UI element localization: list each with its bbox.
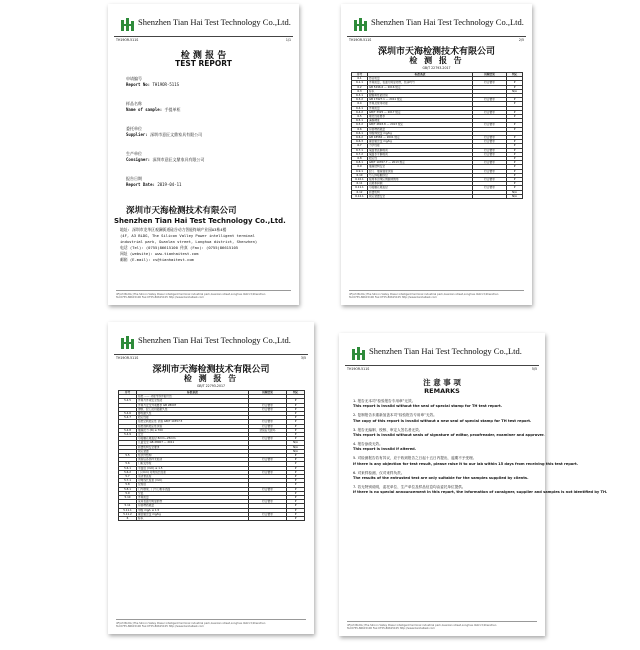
verdict-cell: N/A: [507, 190, 523, 194]
remarks-title-cn: 注 意 事 项: [423, 378, 461, 387]
report-subtitle: 检 测 报 告: [183, 374, 239, 383]
verdict-cell: P: [287, 508, 305, 512]
lab-name-en: Shenzhen Tian Hai Test Technology Co.,Ltd.: [114, 217, 286, 225]
verdict-cell: P: [287, 454, 305, 458]
item-cell: 重金属含量 mg/kg: [368, 140, 473, 144]
clause-cell: 6.6: [352, 127, 368, 131]
item-cell: 家具表面无明显损伤: [137, 500, 249, 504]
item-cell: 门与框架、门与门相邻表面: [137, 487, 249, 491]
table-row: [352, 194, 523, 198]
result-cell: 符合要求: [473, 186, 507, 190]
page-number: 3/5: [300, 356, 306, 360]
result-cell: 符合要求: [473, 81, 507, 85]
result-cell: 符合要求: [473, 152, 507, 156]
item-cell: 门 (mm) 对角线长度差: [137, 470, 249, 474]
item-cell: 棱角和边缘应倒圆或倒角: [368, 178, 473, 182]
result-cell: 符合要求: [249, 458, 287, 462]
result-cell: 符合要求: [473, 148, 507, 152]
item-cell: 可接触孔眼直径 8mm~25mm: [137, 437, 249, 441]
item-cell: 甲醛释放量 mg/kg: [368, 131, 473, 135]
item-cell: 柜类加载稳定性试验: [137, 424, 249, 428]
field-report-no-cn: 申请编号: [126, 76, 142, 81]
remark-en: This report is invalid without the seal of special stamp for TH test report.: [353, 404, 503, 409]
clause-cell: 6.5.1: [352, 119, 368, 123]
clause-cell: 6.10: [352, 173, 368, 177]
item-cell: 外观与外观安全性能: [137, 399, 249, 403]
item-cell: 孔眼和间隙: [368, 182, 473, 186]
field-consigner-cn: 生产单位: [126, 151, 142, 156]
remark-en: This report is invalid without seals of signature of editor, proofreader, examiner and approver.: [353, 433, 545, 438]
verdict-cell: P: [507, 110, 523, 114]
verdict-cell: P: [287, 517, 305, 521]
verdict-cell: P: [287, 483, 305, 487]
item-cell: 外观质量: [137, 496, 249, 500]
company-logo-icon: [351, 345, 367, 361]
clause-cell: 5.8: [119, 483, 137, 487]
item-cell: 力学性能: [368, 144, 473, 148]
result-cell: 符合要求: [473, 169, 507, 173]
verdict-cell: P: [507, 152, 523, 156]
result-cell: 符合要求: [473, 110, 507, 114]
verdict-cell: P: [287, 403, 305, 407]
address-line: 邮箱 (E-mail): cs@tianhaitest.com: [120, 257, 194, 262]
standard-code: GB/T 22793-2017: [422, 66, 451, 70]
company-logo-icon: [120, 334, 136, 350]
item-cell: 拉门、抽屉强度试验: [368, 169, 473, 173]
company-logo-icon: [353, 16, 369, 32]
verdict-cell: P: [287, 475, 305, 479]
clause-cell: 6.7.2: [352, 152, 368, 156]
report-title-cn: 深圳市天海检测技术有限公司: [152, 365, 270, 375]
item-cell: 位差度: [137, 483, 249, 487]
item-cell: 外观及使用功能: [368, 102, 473, 106]
item-cell: 脚轮耐久性: [137, 412, 249, 416]
remark-cn: 2. 复制报告未重新加盖本司“检验报告专用章”无效。: [353, 413, 437, 418]
remark-en: If there is any objection for test result, please raise it to our lab within 15 days from receiving this test report.: [353, 461, 579, 466]
clause-cell: 5.6.2: [119, 470, 137, 474]
clause-cell: 6.3.2: [352, 98, 368, 102]
clause-cell: 5.7.1: [119, 479, 137, 483]
page-footer: 4F(A3 BLDG.)The Silicon Valley Power intelligent terminal industrial park,Guanlan street,Longhua district,Shenzhen Tel:0755-86615100 Fax:0755-86615105 http://www.tianhaitest.com: [116, 290, 291, 299]
item-cell: 安全: [137, 433, 249, 437]
result-cell: [473, 194, 507, 198]
verdict-cell: P: [287, 416, 305, 420]
result-cell: 符合要求: [473, 178, 507, 182]
page-header: [345, 343, 539, 366]
item-cell: 分层: [137, 491, 249, 495]
item-cell: GB 18584 — 2001 规定: [368, 136, 473, 140]
item-cell: 试验后各部件无松动: [137, 458, 249, 462]
item-cell: 可接触孔眼直径: [368, 186, 473, 190]
item-cell: 标识: [137, 517, 249, 521]
remark-en: The copy of this report is invalid without a new seal of special stamp for TH test report.: [353, 418, 532, 423]
verdict-cell: N/A: [287, 445, 305, 449]
clause-cell: 6.8.1: [352, 161, 368, 165]
field-report-no: Report No: TH19OR-511S: [126, 82, 180, 87]
item-cell: 漆膜硬度: [368, 119, 473, 123]
item-cell: GB/T 10357.7 — 2013 规定: [368, 161, 473, 165]
report-page-cover: [108, 4, 299, 305]
clause-cell: 6.12.1: [352, 194, 368, 198]
remark-en: This report is invalid if altered.: [353, 447, 417, 452]
item-cell: 标识: [368, 89, 473, 93]
verdict-cell: P: [507, 115, 523, 119]
clause-cell: 6.12: [352, 190, 368, 194]
company-name: Shenzhen Tian Hai Test Technology Co.,Ltd.: [369, 346, 522, 356]
verdict-cell: N/A: [287, 441, 305, 445]
result-cell: 符合要求: [249, 407, 287, 411]
verdict-cell: P: [507, 157, 523, 161]
clause-cell: 5.9: [119, 491, 137, 495]
test-results-table: [351, 72, 523, 199]
clause-cell: 6.10.1: [352, 178, 368, 182]
item-cell: 外观质量，表面无明显划伤，色泽均匀: [368, 81, 473, 85]
remark-cn: 3. 报告无编制、校核、审定人签名者无效。: [353, 427, 423, 432]
verdict-cell: P: [507, 182, 523, 186]
result-cell: 符合要求: [473, 98, 507, 102]
result-cell: 符合要求: [249, 500, 287, 504]
item-cell: 重金属含量 mg/kg: [137, 512, 249, 516]
item-cell: 感官质量: [368, 77, 473, 81]
result-cell: 符合要求: [473, 161, 507, 165]
field-supplier: Supplier: 深圳市意匠文鼎家具有限公司: [126, 132, 203, 137]
verdict-cell: P: [287, 496, 305, 500]
item-cell: 抽屉拉力 (N) ≥ 700: [137, 428, 249, 432]
verdict-cell: P: [507, 169, 523, 173]
verdict-cell: P: [287, 420, 305, 424]
verdict-cell: N/A: [287, 449, 305, 453]
item-cell: 对角线长度差 (mm): [137, 479, 249, 483]
result-cell: 试验后无损坏: [249, 428, 287, 432]
verdict-cell: P: [287, 458, 305, 462]
item-cell: 柜类空载稳定性 试验 GB/T 10357.5: [137, 420, 249, 424]
clause-cell: 6.8: [352, 157, 368, 161]
report-number: TH19OR-511S: [116, 356, 139, 360]
report-number: TH19OR-511S: [347, 367, 370, 371]
verdict-cell: P: [507, 140, 523, 144]
verdict-cell: P: [507, 144, 523, 148]
result-cell: 符合要求: [473, 136, 507, 140]
field-consigner: Consigner: 深圳市意匠文鼎家具有限公司: [126, 157, 205, 162]
item-cell: 折叠机构安全要求: [137, 445, 249, 449]
verdict-cell: P: [507, 85, 523, 89]
clause-cell: 5.7: [119, 475, 137, 479]
remark-en: The results of the entrusted test are only suitable for the samples supplied by clients.: [353, 475, 529, 480]
verdict-cell: P: [287, 462, 305, 466]
report-page-3: [108, 322, 314, 634]
clause-cell: 6.5.2: [352, 123, 368, 127]
item-cell: 柱状件结构: [137, 454, 249, 458]
verdict-cell: P: [507, 102, 523, 106]
page-header: [347, 14, 526, 37]
clause-cell: 6.4: [352, 102, 368, 106]
clause-cell: 6.1: [352, 77, 368, 81]
verdict-cell: P: [287, 504, 305, 508]
address-line: (4F, A3 BLDG, The Silicon Valley Power intelligent terminal: [120, 233, 255, 238]
page-footer: 4F(A3 BLDG.)The Silicon Valley Power intelligent terminal industrial park,Guanlan street,Longhua district,Shenzhen Tel:0755-86615100 Fax:0755-86615105 http://www.tianhaitest.com: [347, 621, 537, 630]
company-logo-icon: [120, 16, 136, 32]
item-cell: 甲醛 mg/L ≤ 1.5: [137, 508, 249, 512]
verdict-cell: P: [287, 424, 305, 428]
lab-name-cn: 深圳市天海检测技术有限公司: [126, 206, 237, 216]
item-cell: GB/T 4893.8 — 2013 规定: [368, 123, 473, 127]
field-report-date: Report Date: 2019-04-11: [126, 182, 182, 187]
verdict-cell: P: [507, 161, 523, 165]
verdict-cell: P: [507, 165, 523, 169]
item-cell: 与人体接触部位: [368, 173, 473, 177]
clause-cell: 5.4.9: [119, 433, 137, 437]
item-cell: 平面度 (mm) ≤ 1.5: [137, 466, 249, 470]
verdict-cell: P: [507, 173, 523, 177]
result-cell: 符合要求: [249, 470, 287, 474]
clause-cell: 6.3.1: [352, 94, 368, 98]
result-cell: 符合要求: [249, 437, 287, 441]
item-cell: 理化性能要求: [368, 115, 473, 119]
clause-cell: 6.6.2: [352, 136, 368, 140]
page-number: 5/5: [531, 367, 537, 371]
clause-cell: 5.4.8: [119, 428, 137, 432]
result-cell: 符合要求: [249, 420, 287, 424]
table-header-row: 序号 标准条款 试验结果 判定: [119, 391, 305, 395]
item-cell: GB/T 3325 — 2017 规定: [368, 110, 473, 114]
remark-cn: 1. 报告无本司“检验报告专用章”无效。: [353, 399, 416, 403]
remark-cn: 7. 若无特别说明，委托单位、生产单位及样品信息均由委托单位提供。: [353, 484, 466, 489]
report-title-cn: 深圳市天海检测技术有限公司: [377, 47, 495, 57]
clause-cell: 6.6.3: [352, 140, 368, 144]
verdict-cell: P: [287, 407, 305, 411]
clause-cell: 6.2: [352, 85, 368, 89]
item-cell: 儿童安全 GB 28007 — 2011: [137, 441, 249, 445]
verdict-cell: P: [507, 127, 523, 131]
table-row: [119, 517, 305, 521]
verdict-cell: P: [507, 98, 523, 102]
item-cell: GB 17927.1 — 2011 规定: [368, 98, 473, 102]
item-cell: 门板变形度: [137, 462, 249, 466]
cover-title-cn: 检 测 报 告: [180, 51, 227, 61]
verdict-cell: P: [287, 428, 305, 432]
company-name: Shenzhen Tian Hai Test Technology Co.,Ltd.: [371, 17, 524, 27]
company-name: Shenzhen Tian Hai Test Technology Co.,Ltd.: [138, 335, 291, 345]
clause-cell: 6.4.2: [352, 110, 368, 114]
table-header-row: 序号 标准条款 试验结果 判定: [352, 73, 523, 77]
clause-cell: 6.9: [352, 165, 368, 169]
address-line: 电话 (Tel): (0755)86615100 传真 (Fax): (0755)86615105: [120, 245, 239, 250]
page-number: 1/1: [285, 38, 291, 42]
verdict-cell: P: [287, 479, 305, 483]
remark-cn: 4. 报告涂改无效。: [353, 441, 383, 446]
verdict-cell: P: [287, 491, 305, 495]
field-supplier-cn: 委托单位: [126, 126, 142, 131]
clause-cell: 5.11.1: [119, 508, 137, 512]
page-header: [114, 14, 293, 37]
page-header: [114, 332, 308, 355]
verdict-cell: P: [507, 81, 523, 85]
result-cell: 符合要求: [249, 403, 287, 407]
clause-cell: 6.3: [352, 89, 368, 93]
result-cell: 符合要求: [473, 123, 507, 127]
verdict-cell: P: [287, 433, 305, 437]
item-cell: 耐烟雾性能试验: [368, 94, 473, 98]
clause-cell: 6.11.1: [352, 186, 368, 190]
remarks-list: [353, 399, 608, 499]
company-name: Shenzhen Tian Hai Test Technology Co.,Ltd.: [138, 17, 291, 27]
verdict-cell: P: [287, 466, 305, 470]
remark-en: If there is no special announcement in this report, the information of consigner, supplier and samples is not identified by TH.: [353, 490, 608, 495]
standard-code: GB/T 22793-2017: [196, 384, 226, 388]
clause-cell: 5.6.1: [119, 466, 137, 470]
verdict-cell: P: [507, 136, 523, 140]
field-sample-cn: 样品名称: [126, 101, 142, 106]
report-page-2: [341, 4, 532, 305]
address-line: industrial park, Guanlan street, Longhua district, Shenzhen): [120, 239, 258, 244]
item-cell: 外观与安全外观要求 GB 28007: [137, 403, 249, 407]
verdict-cell: P: [287, 487, 305, 491]
report-page-remarks: [339, 333, 608, 636]
clause-cell: 6.6.1: [352, 131, 368, 135]
result-cell: 符合要求: [473, 140, 507, 144]
item-cell: 抽屉结构安全: [368, 165, 473, 169]
item-cell: 锁定装置安全: [368, 194, 473, 198]
result-cell: 符合要求: [249, 424, 287, 428]
clause-cell: 5.4.6: [119, 412, 137, 416]
clause-cell: 6.9.1: [352, 169, 368, 173]
clause-cell: 6: [119, 517, 137, 521]
clause-cell: 6.7.1: [352, 148, 368, 152]
verdict-cell: P: [507, 148, 523, 152]
verdict-cell: P: [287, 512, 305, 516]
cover-title-en: TEST REPORT: [175, 59, 232, 68]
report-number: TH19OR-511S: [349, 38, 372, 42]
clause-cell: 5.6: [119, 462, 137, 466]
clause-cell: 6.5: [352, 115, 368, 119]
item-cell: 稳定性: [368, 157, 473, 161]
address-line: 网址 (website): www.tianhaitest.com: [120, 251, 199, 256]
item-cell: 柜类 —— 功能零部件耐久性: [137, 395, 249, 399]
clause-cell: 5.11.2: [119, 512, 137, 516]
field-sample: Name of sample: 手提单柜: [126, 107, 181, 112]
clause-cell: 6.1.1: [352, 81, 368, 85]
remark-cn: 5. 对检测报告若有异议，应于收到报告之日起十五日内提出，逾期不予受理。: [353, 456, 477, 461]
clause-cell: 5.8.1: [119, 487, 137, 491]
item-cell: 有害物质限量: [137, 504, 249, 508]
verdict-cell: N/A: [507, 89, 523, 93]
item-cell: 外观质量: [368, 106, 473, 110]
clause-cell: 6.7: [352, 144, 368, 148]
item-cell: 锁定装置: [137, 449, 249, 453]
result-cell: 符合要求: [249, 512, 287, 516]
report-subtitle: 检 测 报 告: [409, 56, 464, 65]
verdict-cell: P: [287, 437, 305, 441]
verdict-cell: N/A: [507, 194, 523, 198]
verdict-cell: P: [287, 412, 305, 416]
item-cell: 折叠机构: [368, 190, 473, 194]
item-cell: 邻边垂直度: [137, 475, 249, 479]
result-cell: [249, 517, 287, 521]
clause-cell: 5.10: [119, 496, 137, 500]
clause-cell: 5.5: [119, 454, 137, 458]
item-cell: 有害物质限量: [368, 127, 473, 131]
verdict-cell: P: [287, 470, 305, 474]
field-date-cn: 报告日期: [126, 176, 142, 181]
verdict-cell: P: [507, 178, 523, 182]
clause-cell: 6.11: [352, 182, 368, 186]
remark-cn: 6. 对来样检测，仅对来样负责。: [353, 470, 405, 475]
verdict-cell: P: [507, 186, 523, 190]
result-cell: 符合要求: [249, 487, 287, 491]
item-cell: 滑轨、拉门及铰链耐久性: [137, 407, 249, 411]
item-cell: 桌面垂直静载荷: [368, 148, 473, 152]
page-footer: 4F(A3 BLDG.)The Silicon Valley Power intelligent terminal industrial park,Guanlan street,Longhua district,Shenzhen Tel:0755-86615100 Fax:0755-86615105 http://www.tianhaitest.com: [116, 619, 306, 628]
item-cell: GB 5296.6 — 2016 规定: [368, 85, 473, 89]
page-number: 2/5: [518, 38, 524, 42]
test-results-table: [118, 390, 305, 521]
item-cell: 稳定性能: [137, 416, 249, 420]
page-footer: 4F(A3 BLDG.)The Silicon Valley Power intelligent terminal industrial park,Guanlan street,Longhua district,Shenzhen Tel:0755-86615100 Fax:0755-86615105 http://www.tianhaitest.com: [349, 290, 524, 299]
verdict-cell: P: [507, 123, 523, 127]
item-cell: 桌面水平静载荷: [368, 152, 473, 156]
verdict-cell: P: [287, 500, 305, 504]
remarks-title-en: REMARKS: [424, 387, 460, 395]
report-number: TH19OR-511S: [116, 38, 139, 42]
clause-cell: 5.11: [119, 504, 137, 508]
clause-cell: 5.4.5: [119, 399, 137, 403]
verdict-cell: P: [287, 399, 305, 403]
clause-cell: 5.4.7: [119, 416, 137, 420]
address-line: 地址: 深圳市龙华区观澜街道硅谷动力智能终端产业园A3栋4楼: [120, 227, 227, 232]
clause-cell: 6.4.1: [352, 106, 368, 110]
